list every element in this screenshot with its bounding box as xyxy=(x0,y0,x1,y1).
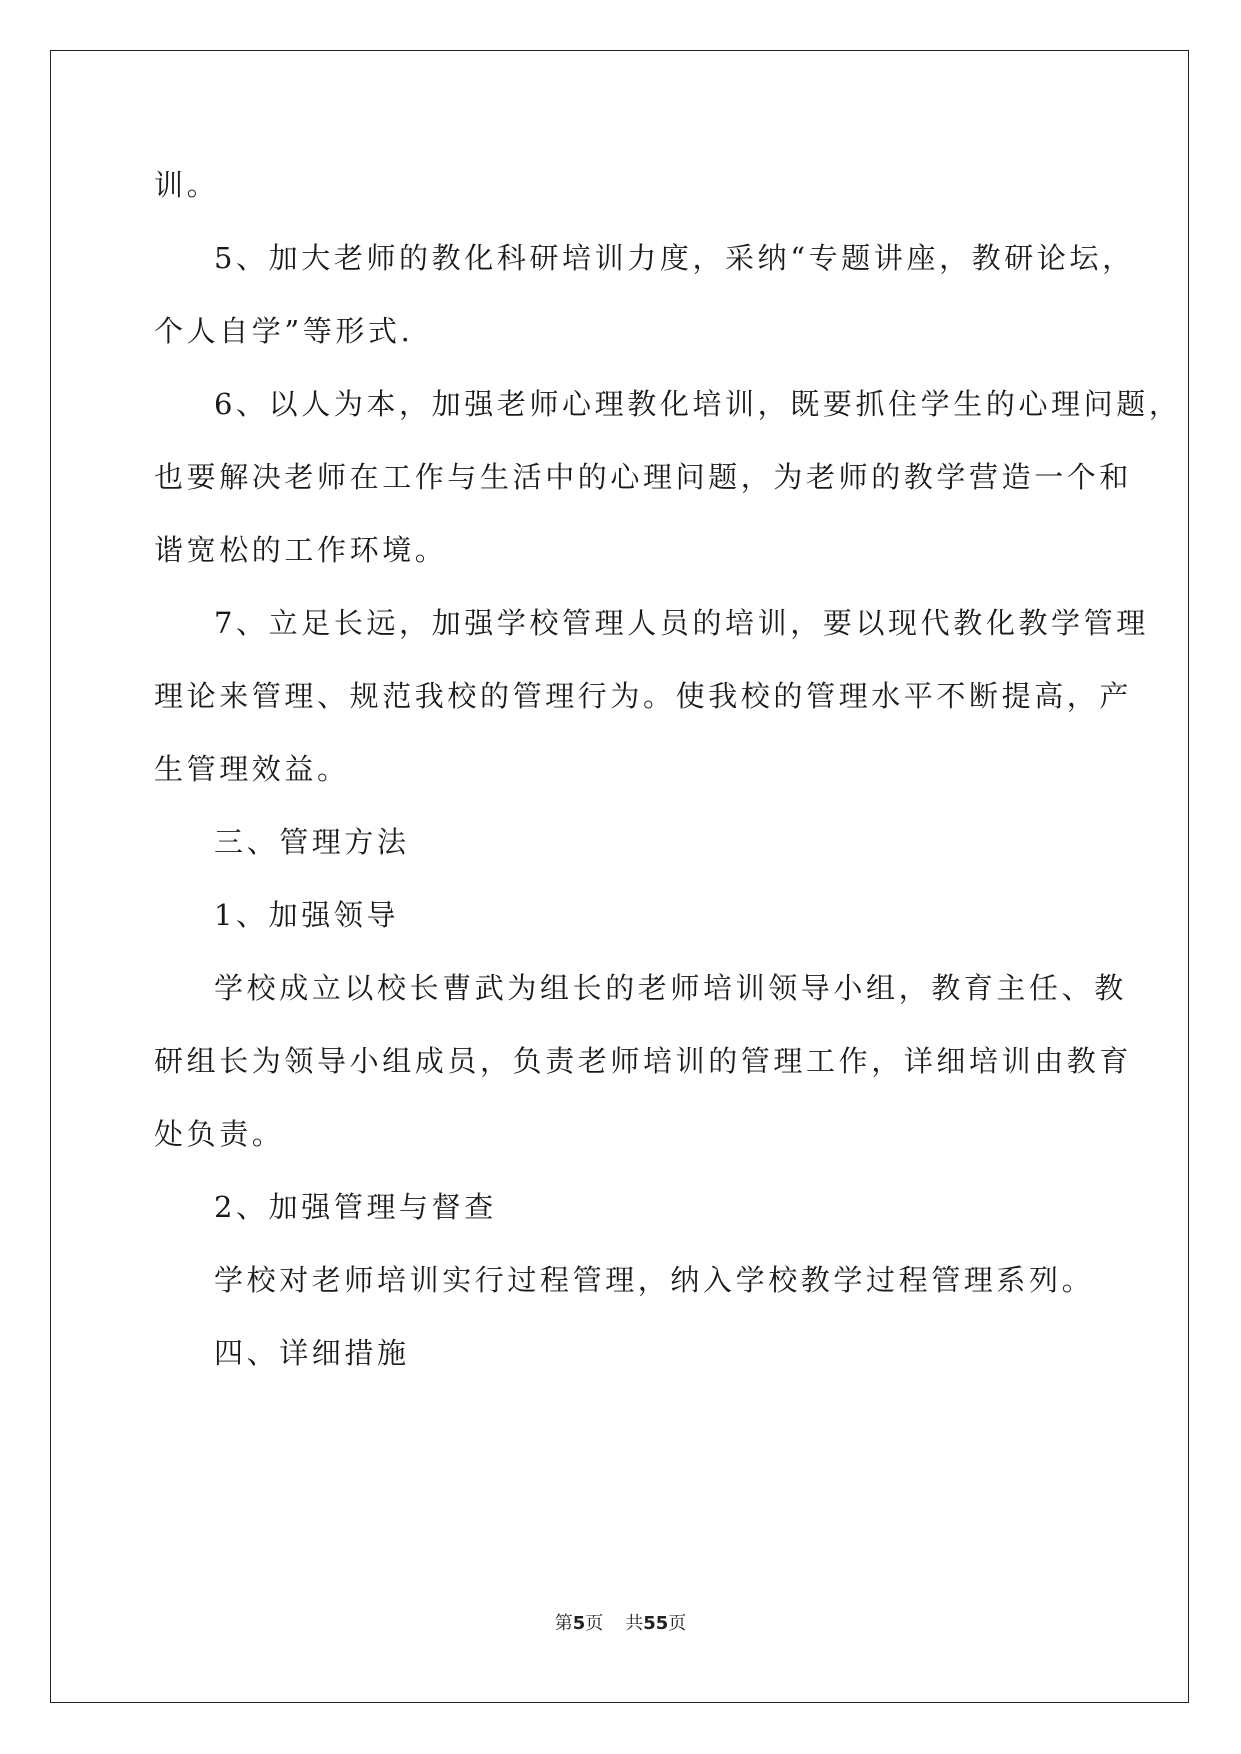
text-line: 学校成立以校长曹武为组长的老师培训领导小组，教育主任、教 xyxy=(214,971,1127,1005)
total-prefix: 共 xyxy=(625,1613,644,1634)
text-line: 学校对老师培训实行过程管理，纳入学校教学过程管理系列。 xyxy=(214,1263,1095,1297)
text-line: 谐宽松的工作环境。 xyxy=(154,533,448,567)
text-line: 也要解决老师在工作与生活中的心理问题，为老师的教学营造一个和 xyxy=(154,460,1133,494)
section-heading: 四、详细措施 xyxy=(214,1336,410,1370)
subsection-heading: 2、加强管理与督查 xyxy=(214,1190,497,1224)
subsection-heading: 1、加强领导 xyxy=(214,898,400,932)
text-line: 处负责。 xyxy=(154,1117,285,1151)
page-suffix: 页 xyxy=(585,1613,604,1634)
page-footer xyxy=(0,1612,1241,1636)
page-number: 5 xyxy=(572,1613,586,1634)
text-line: 生管理效益。 xyxy=(154,752,350,786)
total-suffix: 页 xyxy=(668,1613,687,1634)
text-line: 研组长为领导小组成员，负责老师培训的管理工作，详细培训由教育 xyxy=(154,1044,1133,1078)
text-line: 理论来管理、规范我校的管理行为。使我校的管理水平不断提高，产 xyxy=(154,679,1133,713)
page-prefix: 第 xyxy=(554,1613,573,1634)
page-border xyxy=(50,50,1189,1703)
section-heading: 三、管理方法 xyxy=(214,825,410,859)
page-total: 55 xyxy=(643,1613,669,1634)
text-line: 训。 xyxy=(154,168,220,202)
text-line: 6、以人为本，加强老师心理教化培训，既要抓住学生的心理问题， xyxy=(214,387,1182,421)
text-line: 个人自学”等形式. xyxy=(154,314,414,348)
text-line: 7、立足长远，加强学校管理人员的培训，要以现代教化教学管理 xyxy=(214,606,1149,640)
text-line: 5、加大老师的教化科研培训力度，采纳“专题讲座，教研论坛， xyxy=(214,241,1135,275)
